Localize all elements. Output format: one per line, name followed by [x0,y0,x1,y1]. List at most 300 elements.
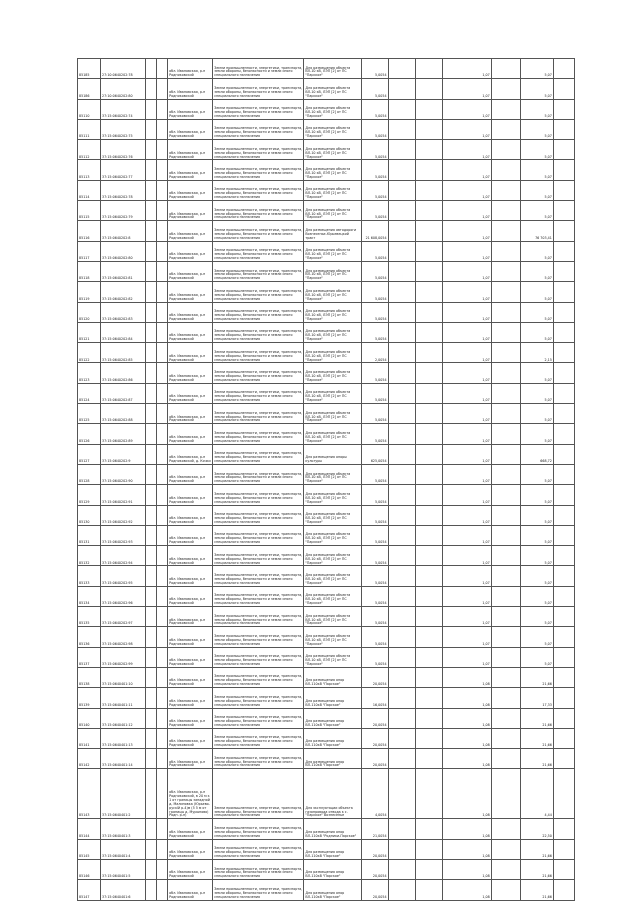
cell-empty [388,160,415,180]
cell-r2: 5,07 [520,424,553,444]
cell-empty [491,627,520,647]
cell-addr: обл. Ивановская, р-н Родниковский [168,647,213,667]
cell-empty [415,79,442,99]
cell-cat: Земли промышленности, энергетики, транспорта, земли обороны, безопасности и земли иного специального назначения [213,880,304,900]
cell-empty [415,485,442,505]
cell-cat: Земли промышленности, энергетики, транспорта, земли обороны, безопасности и земли иного специального назначения [213,424,304,444]
cell-area: 5,0054 [361,241,388,261]
cell-empty [415,728,442,748]
cell-empty [388,688,415,708]
cell-r2: 5,07 [520,586,553,606]
cell-empty [491,647,520,667]
cell-r1: 1,07 [442,201,491,221]
cell-cat: Земли промышленности, энергетики, транспорта, земли обороны, безопасности и земли иного специального назначения [213,769,304,819]
cell-addr: обл. Ивановская, р-н Родниковский [168,383,213,403]
cell-cat: Земли промышленности, энергетики, транспорта, земли обороны, безопасности и земли иного специального назначения [213,688,304,708]
cell-r1: 1,08 [442,769,491,819]
cell-empty [388,302,415,322]
cell-empty [491,322,520,342]
cell-empty [388,525,415,545]
cell-empty [157,424,168,444]
cell-empty [388,749,415,769]
cell-r1: 1,07 [442,79,491,99]
cell-addr: обл. Ивановская, р-н Родниковский [168,343,213,363]
cell-empty [415,160,442,180]
cell-empty [491,566,520,586]
cell-area: 20,0054 [361,880,388,900]
cell-empty [491,282,520,302]
cell-empty [157,566,168,586]
cell-empty [388,383,415,403]
cell-cat: Земли промышленности, энергетики, транспорта, земли обороны, безопасности и земли иного специального назначения [213,546,304,566]
cell-id: 85131 [78,525,101,545]
cell-addr: обл. Ивановская, р-н Родниковский [168,221,213,241]
cell-empty [146,769,157,819]
cell-empty [491,140,520,160]
cell-r1: 1,07 [442,627,491,647]
cell-id: 85124 [78,383,101,403]
cell-empty [415,607,442,627]
cell-empty [553,586,574,606]
cell-area: 5,0054 [361,282,388,302]
cell-cat: Земли промышленности, энергетики, транспорта, земли обороны, безопасности и земли иного специального назначения [213,627,304,647]
cell-kn: 37:15:0640202:78 [101,180,146,200]
cell-addr: обл. Ивановская, р-н Родниковский [168,180,213,200]
cell-empty [157,119,168,139]
cell-empty [388,505,415,525]
cell-empty [146,688,157,708]
cell-empty [491,404,520,424]
table-row [78,79,575,99]
cell-kn: 37:15:0640202:74 [101,99,146,119]
cell-empty [146,485,157,505]
table-row [78,424,575,444]
cell-use: Для размещения опор ВЛ-110кВ "Парское" [304,749,361,769]
cell-use: Для размещения объекта ВЛ-10 кВ, ЛЭП [2] от ПС "Парское" [304,241,361,261]
table-row [78,383,575,403]
cell-id: 85111 [78,119,101,139]
cell-area: 5,0054 [361,79,388,99]
cell-empty [146,546,157,566]
cell-empty [553,424,574,444]
table-row [78,99,575,119]
cell-area: 4,0054 [361,769,388,819]
cell-empty [388,59,415,79]
cell-id: 85126 [78,424,101,444]
cell-use: Для размещения объекта ВЛ-10 кВ, ЛЭП [2] от ПС "Парское" [304,140,361,160]
cell-empty [415,627,442,647]
cell-cat: Земли промышленности, энергетики, транспорта, земли обороны, безопасности и земли иного специального назначения [213,525,304,545]
cell-cat: Земли промышленности, энергетики, транспорта, земли обороны, безопасности и земли иного специального назначения [213,201,304,221]
cell-r2: 5,07 [520,302,553,322]
cell-id: 85129 [78,485,101,505]
cell-empty [388,261,415,281]
cell-use: Для размещения опор ВЛ-110кВ "Парское" [304,839,361,859]
cell-empty [157,607,168,627]
cell-cat: Земли промышленности, энергетики, транспорта, земли обороны, безопасности и земли иного специального назначения [213,485,304,505]
cell-empty [415,282,442,302]
cell-empty [388,819,415,839]
table-row [78,201,575,221]
cell-r1: 1,07 [442,322,491,342]
cell-empty [553,708,574,728]
table-row [78,363,575,383]
cell-empty [553,140,574,160]
table-row [78,627,575,647]
table-row [78,282,575,302]
cell-empty [415,383,442,403]
cell-empty [388,79,415,99]
cell-use: Для размещения объекта ВЛ-10 кВ, ЛЭП [2] от ПС "Парское" [304,343,361,363]
cell-empty [146,880,157,900]
cell-kn: 27:10:0640202:78 [101,59,146,79]
cell-id: 85127 [78,444,101,464]
cell-area: 5,0054 [361,404,388,424]
cell-r1: 1,07 [442,566,491,586]
cell-r1: 1,07 [442,343,491,363]
cell-empty [388,201,415,221]
cell-cat: Земли промышленности, энергетики, транспорта, земли обороны, безопасности и земли иного специального назначения [213,343,304,363]
cell-addr: обл. Ивановская, р-н Родниковский [168,749,213,769]
table-row [78,404,575,424]
cell-empty [491,119,520,139]
cell-area: 5,0054 [361,485,388,505]
cell-area: 20,0054 [361,667,388,687]
cell-empty [553,728,574,748]
cell-r2: 5,07 [520,59,553,79]
cell-cat: Земли промышленности, энергетики, транспорта, земли обороны, безопасности и земли иного специального назначения [213,505,304,525]
cell-empty [157,688,168,708]
cell-r1: 1,08 [442,688,491,708]
cell-kn: 37:15:0640202:87 [101,383,146,403]
cell-use: Для размещения автодороги Вознесенье-Юрьевецкий тракт [304,221,361,241]
cell-id: 85136 [78,627,101,647]
cell-kn: 37:15:0640202:91 [101,485,146,505]
cell-r2: 5,07 [520,363,553,383]
cell-empty [553,627,574,647]
cell-cat: Земли промышленности, энергетики, транспорта, земли обороны, безопасности и земли иного специального назначения [213,667,304,687]
cell-kn: 37:15:0640202:76 [101,140,146,160]
cell-r2: 5,07 [520,261,553,281]
cell-empty [146,647,157,667]
cell-r1: 1,08 [442,749,491,769]
cell-area: 5,0054 [361,99,388,119]
cell-use: Для размещения объекта ВЛ-10 кВ, ЛЭП [2] от ПС "Парское" [304,525,361,545]
cell-empty [157,201,168,221]
cell-empty [157,464,168,484]
cell-kn: 37:15:0640401:6 [101,880,146,900]
cell-empty [157,728,168,748]
cell-area: 5,0054 [361,59,388,79]
cell-empty [146,99,157,119]
cell-empty [491,546,520,566]
cell-use: Для размещения объекта ВЛ-10 кВ, ЛЭП [2] от ПС "Парское" [304,424,361,444]
cell-r2: 21,66 [520,749,553,769]
cell-empty [146,201,157,221]
cell-kn: 37:15:0640202:88 [101,404,146,424]
cell-addr: обл. Ивановская, р-н Родниковский [168,322,213,342]
cell-empty [157,282,168,302]
cell-area: 5,0054 [361,566,388,586]
cell-area: 5,0054 [361,546,388,566]
cell-empty [415,708,442,728]
cell-r2: 21,66 [520,880,553,900]
cell-empty [146,607,157,627]
cell-empty [553,819,574,839]
cell-addr: обл. Ивановская, р-н Родниковский [168,607,213,627]
table-row [78,59,575,79]
cell-empty [146,383,157,403]
cell-use: Для размещения опор ВЛ-110кВ "Парское" [304,728,361,748]
cell-kn: 37:15:0640401:14 [101,749,146,769]
cell-cat: Земли промышленности, энергетики, транспорта, земли обороны, безопасности и земли иного специального назначения [213,302,304,322]
cell-empty [553,363,574,383]
cell-empty [388,769,415,819]
cell-empty [415,343,442,363]
cell-empty [415,839,442,859]
cell-addr: обл. Ивановская, р-н Родниковский [168,485,213,505]
cell-area: 16,0054 [361,688,388,708]
cell-empty [491,160,520,180]
cell-kn: 37:15:0640202:83 [101,302,146,322]
cell-use: Для размещения объекта ВЛ-10 кВ, ЛЭП [2] от ПС "Парское" [304,383,361,403]
table-row [78,708,575,728]
cell-kn: 27:10:0640202:80 [101,79,146,99]
cell-empty [553,383,574,403]
cell-id: 85122 [78,343,101,363]
cell-kn: 37:15:0640401:12 [101,708,146,728]
cell-r2: 5,07 [520,505,553,525]
cell-kn: 37:15:0640202:81 [101,261,146,281]
cell-kn: 37:15:0640401:2 [101,769,146,819]
cell-addr: обл. Ивановская, р-н Родниковский [168,586,213,606]
cell-empty [553,859,574,879]
cell-kn: 37:15:0640401:11 [101,688,146,708]
cell-kn: 37:15:0640202:97 [101,607,146,627]
cell-empty [415,140,442,160]
cell-id: 85125 [78,404,101,424]
cell-id: 85119 [78,282,101,302]
table-row [78,140,575,160]
cell-empty [157,749,168,769]
cell-empty [415,769,442,819]
cell-empty [491,444,520,464]
cell-use: Для размещения объекта ВЛ-10 кВ, ЛЭП [2] от ПС "Парское" [304,586,361,606]
cell-use: Для размещения объекта ВЛ-10 кВ, ЛЭП [2] от ПС "Парское" [304,201,361,221]
cell-area: 5,0054 [361,201,388,221]
cell-use: Для размещения опор ВЛ-110кВ "Парское" [304,708,361,728]
cell-empty [388,880,415,900]
table-row [78,119,575,139]
cell-id: 85147 [78,880,101,900]
cell-empty [388,140,415,160]
cell-empty [388,404,415,424]
cell-empty [388,607,415,627]
cell-r1: 1,07 [442,424,491,444]
land-plots-table [77,58,575,901]
table-row [78,819,575,839]
cell-empty [415,404,442,424]
cell-empty [157,444,168,464]
table-row [78,343,575,363]
cell-empty [388,708,415,728]
cell-kn: 37:15:0640202:84 [101,322,146,342]
table-row [78,485,575,505]
cell-r2: 5,07 [520,140,553,160]
cell-use: Для размещения опор ВЛ-110кВ "Парское" [304,859,361,879]
cell-addr: обл. Ивановская, р-н Родниковский, в 20 м к 1 от границы западной д. Малиновка (Юрьево-рускій р-4)м (5 5 м от границы д. Мурыново) Родн. р-н) [168,769,213,819]
cell-cat: Земли промышленности, энергетики, транспорта, земли обороны, безопасности и земли иного специального назначения [213,383,304,403]
cell-empty [415,302,442,322]
cell-empty [146,261,157,281]
cell-empty [415,180,442,200]
cell-empty [553,79,574,99]
cell-cat: Земли промышленности, энергетики, транспорта, земли обороны, безопасности и земли иного специального назначения [213,140,304,160]
cell-empty [146,119,157,139]
cell-empty [491,343,520,363]
cell-empty [491,424,520,444]
cell-empty [388,119,415,139]
cell-empty [146,221,157,241]
table-row [78,505,575,525]
cell-empty [415,566,442,586]
table-row [78,241,575,261]
cell-kn: 37:15:0640202:89 [101,424,146,444]
cell-empty [157,59,168,79]
cell-id: 85118 [78,261,101,281]
cell-area: 20,0054 [361,749,388,769]
cell-addr: обл. Ивановская, р-н Родниковский [168,363,213,383]
cell-r1: 1,07 [442,464,491,484]
cell-empty [146,464,157,484]
cell-kn: 37:15:0640202:9 [101,444,146,464]
cell-empty [491,607,520,627]
cell-use: Для размещения объекта ВЛ-10 кВ, ЛЭП [2] от ПС "Парское" [304,647,361,667]
cell-empty [157,485,168,505]
cell-kn: 37:15:0640202:85 [101,343,146,363]
cell-use: Для размещения объекта ВЛ-10 кВ, ЛЭП [2] от ПС "Парское" [304,180,361,200]
cell-kn: 37:15:0640401:4 [101,839,146,859]
cell-r1: 1,08 [442,859,491,879]
cell-empty [157,708,168,728]
cell-empty [146,566,157,586]
cell-r1: 1,08 [442,708,491,728]
cell-r2: 5,07 [520,241,553,261]
cell-r2: 21,66 [520,667,553,687]
cell-empty [553,607,574,627]
cell-empty [491,241,520,261]
cell-empty [146,404,157,424]
cell-empty [157,241,168,261]
cell-r2: 5,07 [520,383,553,403]
table-row [78,302,575,322]
cell-area: 5,0054 [361,627,388,647]
cell-empty [157,343,168,363]
cell-cat: Земли промышленности, энергетики, транспорта, земли обороны, безопасности и земли иного специального назначения [213,160,304,180]
cell-area: 5,0054 [361,322,388,342]
cell-empty [491,99,520,119]
cell-empty [388,566,415,586]
cell-id: 85134 [78,586,101,606]
cell-empty [157,322,168,342]
cell-kn: 37:15:0640401:5 [101,859,146,879]
cell-empty [146,79,157,99]
cell-kn: 37:15:0640401:10 [101,667,146,687]
cell-kn: 37:15:0640202:96 [101,586,146,606]
cell-empty [491,464,520,484]
cell-use: Для размещения объекта ВЛ-10 кВ, ЛЭП [2] от ПС "Парское" [304,160,361,180]
cell-empty [388,728,415,748]
cell-addr: обл. Ивановская, р-н Родниковский [168,688,213,708]
table-row [78,586,575,606]
cell-empty [157,383,168,403]
cell-id: 85138 [78,667,101,687]
cell-empty [146,322,157,342]
cell-r1: 1,07 [442,647,491,667]
table-row [78,880,575,900]
cell-empty [157,404,168,424]
cell-empty [491,383,520,403]
cell-area: 5,0054 [361,160,388,180]
cell-empty [146,241,157,261]
cell-empty [553,201,574,221]
cell-id: 85113 [78,160,101,180]
cell-area: 5,0054 [361,261,388,281]
cell-empty [157,819,168,839]
cell-addr: обл. Ивановская, р-н Родниковский [168,59,213,79]
cell-r2: 22,50 [520,819,553,839]
cell-empty [491,839,520,859]
cell-r1: 1,07 [442,241,491,261]
cell-empty [553,769,574,819]
cell-r2: 5,07 [520,180,553,200]
cell-use: Для размещения объекта ВЛ-10 кВ, ЛЭП [2] от ПС "Парское" [304,322,361,342]
cell-empty [491,59,520,79]
cell-r1: 1,07 [442,99,491,119]
cell-cat: Земли промышленности, энергетики, транспорта, земли обороны, безопасности и земли иного специального назначения [213,180,304,200]
cell-cat: Земли промышленности, энергетики, транспорта, земли обороны, безопасности и земли иного специального назначения [213,59,304,79]
table-row [78,769,575,819]
cell-addr: обл. Ивановская, р-н Родниковский [168,708,213,728]
cell-empty [415,201,442,221]
cell-empty [415,505,442,525]
cell-id: 85133 [78,566,101,586]
cell-cat: Земли промышленности, энергетики, транспорта, земли обороны, безопасности и земли иного специального назначения [213,839,304,859]
cell-empty [553,546,574,566]
cell-id: 85110 [78,99,101,119]
cell-empty [146,505,157,525]
table-row [78,688,575,708]
cell-r1: 1,07 [442,607,491,627]
cell-addr: обл. Ивановская, р-н Родниковский [168,667,213,687]
cell-r2: 2,15 [520,343,553,363]
cell-id: 85130 [78,505,101,525]
table-row [78,160,575,180]
cell-area: 21 608,0054 [361,221,388,241]
cell-empty [553,667,574,687]
cell-empty [388,363,415,383]
cell-empty [146,728,157,748]
cell-use: Для размещения объекта ВЛ-10 кВ, ЛЭП [2] от ПС "Парское" [304,627,361,647]
cell-cat: Земли промышленности, энергетики, транспорта, земли обороны, безопасности и земли иного специального назначения [213,79,304,99]
cell-empty [491,586,520,606]
cell-empty [415,241,442,261]
cell-r1: 1,07 [442,261,491,281]
cell-empty [415,546,442,566]
cell-empty [157,160,168,180]
cell-r1: 1,08 [442,819,491,839]
cell-r1: 1,07 [442,525,491,545]
